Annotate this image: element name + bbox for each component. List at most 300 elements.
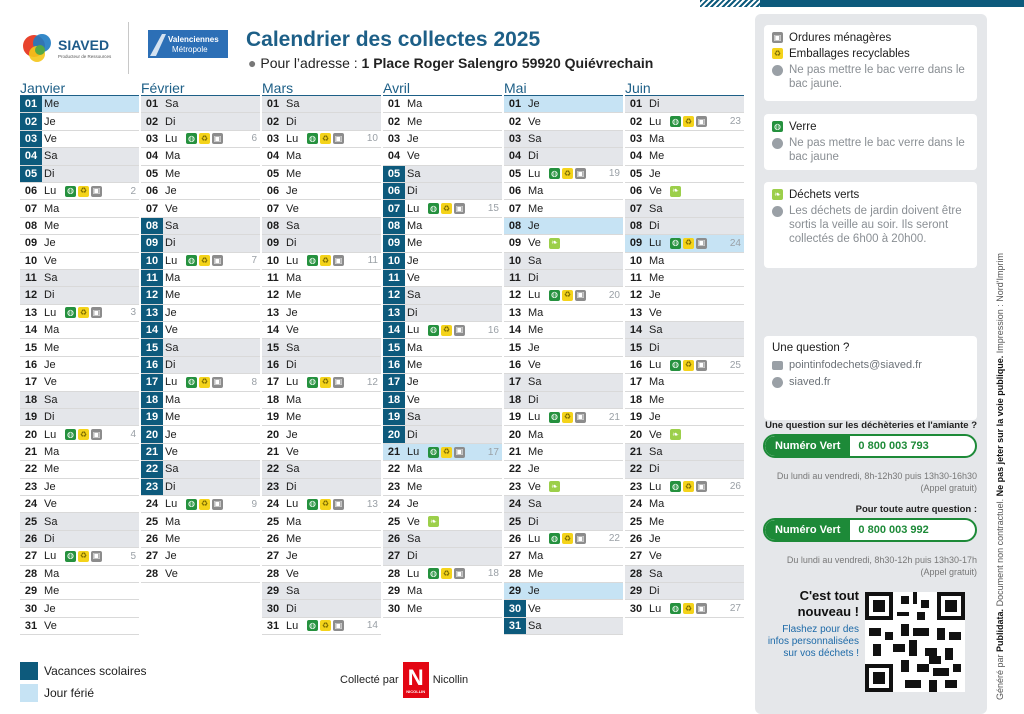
day-name: Ma	[44, 446, 60, 458]
day-number: 19	[508, 411, 522, 424]
doc-note: Document non contractuel.	[995, 498, 1005, 607]
day-row	[262, 548, 381, 565]
day-number: 12	[24, 289, 38, 302]
day-row	[504, 113, 623, 130]
day-number: 09	[24, 237, 38, 250]
day-number: 30	[629, 602, 643, 615]
day-name: Sa	[528, 254, 542, 267]
day-row	[383, 96, 502, 113]
week-number: 21	[608, 411, 620, 423]
day-name: Di	[286, 237, 297, 250]
glass-bottle-icon: ◍	[186, 377, 197, 388]
day-row	[20, 618, 139, 635]
website-link[interactable]: siaved.fr	[789, 376, 831, 388]
day-row	[504, 600, 623, 617]
week-number: 8	[251, 376, 257, 388]
day-number: 28	[629, 567, 643, 580]
day-row	[383, 287, 502, 304]
day-row	[262, 566, 381, 583]
warn-note: Ne pas jeter sur la voie publique.	[995, 355, 1005, 497]
day-name: Di	[649, 585, 660, 598]
day-name: Di	[649, 463, 660, 476]
week-number: 10	[366, 133, 378, 145]
collection-icons	[428, 516, 439, 527]
day-number: 27	[145, 550, 159, 563]
day-number: 15	[266, 341, 280, 354]
leaf-icon: ❧	[549, 481, 560, 492]
glass-bottle-icon: ◍	[65, 307, 76, 318]
day-number: 01	[145, 98, 159, 111]
month-name: Mars	[262, 80, 381, 96]
day-row	[141, 357, 260, 374]
numero-vert-2[interactable]	[763, 518, 977, 542]
trash-bin-icon: ▣	[92, 186, 101, 196]
day-name: Je	[286, 428, 298, 441]
day-row	[262, 113, 381, 130]
day-name: Je	[44, 602, 56, 615]
day-number: 03	[20, 131, 42, 147]
day-number: 30	[504, 600, 526, 616]
day-name: Ve	[165, 202, 178, 215]
glass-bottle-icon: ◍	[549, 533, 560, 544]
day-number: 09	[508, 237, 522, 250]
day-name: Ma	[649, 376, 665, 389]
day-row	[20, 479, 139, 496]
address-line	[248, 55, 653, 71]
trash-bin-icon: ▣	[455, 447, 464, 456]
day-name: Sa	[44, 393, 58, 406]
day-number: 15	[141, 339, 163, 355]
day-number: 12	[383, 287, 405, 303]
day-name: Lu	[649, 602, 662, 615]
day-row	[262, 357, 381, 374]
day-row	[383, 166, 502, 183]
week-number: 4	[130, 429, 136, 441]
day-name: Sa	[286, 98, 300, 111]
leaf-icon: ❧	[670, 429, 681, 440]
day-row	[141, 566, 260, 583]
day-row	[262, 96, 381, 113]
recycle-icon: ♻	[200, 255, 209, 265]
day-name: Ma	[407, 463, 423, 476]
nicollin-logo: N NICOLLIN	[403, 662, 429, 698]
day-number: 20	[24, 428, 38, 441]
day-row	[262, 148, 381, 165]
day-number: 27	[387, 550, 401, 563]
day-row	[141, 148, 260, 165]
day-row	[625, 200, 744, 217]
day-number: 09	[266, 237, 280, 250]
day-number: 02	[20, 113, 42, 129]
address-value: 1 Place Roger Salengro 59920 Quiévrechain	[361, 55, 654, 71]
day-row	[504, 339, 623, 356]
week-number: 14	[366, 620, 378, 632]
day-name: Lu	[165, 376, 178, 389]
day-number: 13	[383, 305, 405, 321]
day-row	[383, 531, 502, 548]
phone-1: 0 800 003 793	[858, 440, 929, 452]
numero-vert-1[interactable]	[763, 434, 977, 458]
day-number: 12	[266, 289, 280, 302]
day-name: Me	[528, 202, 544, 215]
top-bar	[760, 0, 1024, 7]
card-question	[764, 336, 977, 420]
week-number: 17	[487, 446, 499, 458]
week-number: 18	[487, 568, 499, 580]
email-link[interactable]: pointinfodechets@siaved.fr	[789, 359, 922, 371]
glass-bottle-icon: ◍	[186, 255, 197, 266]
collection-icons	[307, 255, 344, 266]
day-name: Ma	[286, 393, 302, 406]
day-row	[383, 426, 502, 443]
day-row	[625, 96, 744, 113]
day-row	[262, 461, 381, 478]
day-name: Me	[649, 515, 665, 528]
day-number: 05	[20, 166, 42, 182]
trash-bin-icon: ▣	[334, 377, 343, 387]
day-number: 19	[383, 409, 405, 425]
day-number: 07	[383, 200, 405, 216]
day-name: Me	[165, 167, 181, 180]
collection-icons	[428, 203, 465, 214]
day-number: 10	[629, 254, 643, 267]
day-number: 16	[508, 359, 522, 372]
day-name: Je	[165, 185, 177, 198]
day-name: Sa	[44, 272, 58, 285]
trash-bin-icon: ▣	[334, 133, 343, 143]
day-name: Lu	[165, 498, 178, 511]
day-name: Me	[649, 272, 665, 285]
day-name: Di	[44, 167, 55, 180]
day-row	[262, 496, 381, 513]
day-number: 26	[145, 532, 159, 545]
day-row	[262, 287, 381, 304]
day-row	[504, 253, 623, 270]
day-row	[141, 374, 260, 391]
month-name: Avril	[383, 80, 502, 96]
day-row	[383, 218, 502, 235]
hours-1-text: Du lundi au vendredi, 8h-12h30 puis 13h30-16h30	[776, 471, 977, 481]
day-name: Ma	[165, 272, 181, 285]
day-name: Ve	[649, 550, 662, 563]
day-number: 26	[629, 532, 643, 545]
recycle-icon: ♻	[684, 603, 693, 613]
day-name: Di	[407, 428, 418, 441]
day-name: Ve	[407, 393, 420, 406]
day-number: 02	[266, 115, 280, 128]
day-name: Je	[649, 167, 661, 180]
glass-bottle-icon: ◍	[549, 412, 560, 423]
day-name: Sa	[407, 532, 421, 545]
recycle-icon: ♻	[200, 377, 209, 387]
day-name: Sa	[407, 289, 421, 302]
glass-bottle-icon: ◍	[670, 116, 681, 127]
day-number: 28	[145, 567, 159, 580]
day-number: 30	[387, 602, 401, 615]
day-row	[504, 513, 623, 530]
day-number: 12	[141, 287, 163, 303]
day-name: Je	[649, 411, 661, 424]
legend	[20, 660, 147, 704]
day-row	[141, 253, 260, 270]
day-row	[262, 131, 381, 148]
day-number: 08	[141, 218, 163, 234]
day-number: 02	[629, 115, 643, 128]
bottle-icon: ◍	[772, 121, 783, 132]
day-row	[383, 322, 502, 339]
month-column	[504, 80, 623, 635]
day-row	[20, 409, 139, 426]
day-name: Ve	[407, 150, 420, 163]
clock-icon	[772, 206, 783, 217]
day-number: 21	[24, 446, 38, 458]
week-number: 11	[367, 255, 378, 267]
day-name: Ma	[165, 515, 181, 528]
day-number: 26	[24, 532, 38, 545]
day-number: 15	[383, 339, 405, 355]
day-name: Me	[44, 341, 60, 354]
day-row	[141, 479, 260, 496]
trash-bin-icon: ▣	[213, 133, 222, 143]
day-name: Ma	[407, 219, 423, 232]
day-name: Sa	[286, 463, 300, 476]
day-row	[504, 96, 623, 113]
week-number: 15	[487, 203, 499, 215]
day-row	[625, 444, 744, 461]
collection-icons	[670, 116, 707, 127]
clock-icon	[772, 138, 783, 149]
page-title: Calendrier des collectes 2025	[246, 28, 541, 51]
trash-bin-icon: ▣	[92, 551, 101, 561]
recycle-icon: ♻	[684, 360, 693, 370]
day-number: 16	[383, 357, 405, 373]
verre-label: Verre	[789, 121, 817, 133]
phone-2: 0 800 003 992	[858, 524, 929, 536]
glass-bottle-icon: ◍	[307, 499, 318, 510]
collection-icons	[307, 620, 344, 631]
day-name: Me	[165, 532, 181, 545]
recycle-icon: ♻	[79, 186, 88, 196]
day-name: Sa	[528, 376, 542, 389]
day-name: Sa	[165, 463, 179, 476]
generated-by: Généré par	[995, 654, 1005, 700]
collection-icons	[65, 307, 102, 318]
day-name: Di	[286, 602, 297, 615]
day-number: 21	[266, 446, 280, 458]
trash-bin-icon: ▣	[455, 325, 464, 335]
day-name: Je	[44, 115, 56, 128]
day-row	[504, 531, 623, 548]
day-number: 21	[629, 446, 643, 458]
glass-bottle-icon: ◍	[307, 377, 318, 388]
day-row	[504, 618, 623, 635]
day-number: 16	[24, 359, 38, 372]
day-name: Me	[286, 411, 302, 424]
day-row	[625, 357, 744, 374]
day-row	[141, 409, 260, 426]
day-number: 13	[141, 305, 163, 321]
day-name: Sa	[165, 341, 179, 354]
glass-bottle-icon: ◍	[549, 290, 560, 301]
day-name: Je	[286, 306, 298, 319]
day-number: 06	[24, 185, 38, 198]
day-row	[504, 461, 623, 478]
day-number: 13	[629, 306, 643, 319]
day-row	[141, 131, 260, 148]
day-name: Ma	[407, 98, 423, 111]
day-number: 01	[508, 98, 522, 111]
day-number: 31	[504, 618, 526, 634]
day-row	[504, 392, 623, 409]
day-name: Di	[407, 550, 418, 563]
week-number: 6	[251, 133, 257, 145]
day-name: Me	[407, 115, 423, 128]
day-name: Di	[649, 341, 660, 354]
month-name: Février	[141, 80, 260, 96]
day-row	[20, 531, 139, 548]
day-number: 14	[141, 322, 163, 338]
print-note: Impression : Nord'Imprim	[995, 253, 1005, 354]
day-name: Me	[528, 324, 544, 337]
day-row	[383, 566, 502, 583]
day-row	[625, 479, 744, 496]
day-row	[141, 392, 260, 409]
week-number: 19	[608, 168, 620, 180]
month-column	[625, 80, 744, 618]
day-row	[504, 235, 623, 252]
day-number: 24	[145, 498, 159, 511]
trash-bin-icon: ▣	[92, 307, 101, 317]
day-number: 28	[387, 567, 401, 580]
day-number: 14	[383, 322, 405, 338]
day-row	[504, 409, 623, 426]
day-row	[504, 583, 623, 600]
collected-by-brand: Nicollin	[432, 674, 469, 686]
svg-text:Métropole: Métropole	[172, 45, 208, 54]
recycle-icon: ♻	[563, 533, 572, 543]
collection-icons	[65, 429, 102, 440]
day-name: Ve	[165, 446, 178, 458]
day-row	[625, 600, 744, 617]
day-number: 04	[629, 150, 643, 163]
day-row	[262, 374, 381, 391]
week-number: 12	[366, 376, 378, 388]
day-row	[625, 513, 744, 530]
day-row	[383, 305, 502, 322]
day-row	[262, 253, 381, 270]
day-number: 17	[508, 376, 522, 389]
day-row	[262, 166, 381, 183]
day-name: Ma	[407, 341, 423, 354]
day-number: 22	[24, 463, 38, 476]
day-name: Ve	[44, 376, 57, 389]
day-name: Lu	[649, 480, 662, 493]
day-row	[383, 183, 502, 200]
day-row	[141, 183, 260, 200]
day-name: Di	[165, 359, 176, 372]
day-name: Lu	[407, 202, 420, 215]
day-number: 19	[24, 411, 38, 424]
day-name: Lu	[286, 376, 299, 389]
day-name: Me	[44, 98, 60, 111]
day-number: 27	[508, 550, 522, 563]
day-row	[141, 513, 260, 530]
collection-icons	[670, 481, 707, 492]
free-1: (Appel gratuit)	[920, 483, 977, 493]
day-name: Sa	[649, 202, 663, 215]
vacances-swatch	[20, 662, 38, 680]
day-name: Sa	[407, 411, 421, 424]
day-number: 26	[387, 532, 401, 545]
day-row	[383, 409, 502, 426]
day-number: 23	[141, 479, 163, 495]
day-number: 05	[508, 167, 522, 180]
recycle-icon: ♻	[321, 499, 330, 509]
day-name: Ve	[286, 446, 299, 458]
day-row	[141, 166, 260, 183]
day-name: Ve	[44, 498, 57, 511]
day-row	[262, 218, 381, 235]
day-row	[141, 96, 260, 113]
day-row	[383, 479, 502, 496]
day-name: Je	[407, 376, 419, 389]
hours-2-text: Du lundi au vendredi, 8h30-12h puis 13h30-17h	[786, 555, 977, 565]
logo-divider	[128, 22, 129, 74]
day-number: 28	[508, 567, 522, 580]
day-number: 09	[629, 237, 643, 250]
month-name: Janvier	[20, 80, 139, 96]
day-number: 04	[508, 150, 522, 163]
glass-bottle-icon: ◍	[186, 133, 197, 144]
svg-text:SIAVED: SIAVED	[58, 37, 110, 53]
recycle-icon: ♻	[684, 238, 693, 248]
day-number: 05	[629, 167, 643, 180]
month-name: Mai	[504, 80, 623, 96]
day-number: 27	[266, 550, 280, 563]
day-number: 03	[387, 132, 401, 145]
day-name: Sa	[649, 446, 663, 458]
qr-code[interactable]	[865, 592, 965, 692]
day-name: Ve	[528, 115, 541, 128]
day-name: Di	[44, 411, 55, 424]
verre-note: Ne pas mettre le bac verre dans le bac jaune	[789, 137, 965, 163]
day-row	[625, 566, 744, 583]
day-number: 29	[508, 585, 522, 598]
recycle-icon: ♻	[773, 48, 782, 58]
day-row	[504, 166, 623, 183]
collection-icons	[186, 499, 223, 510]
day-row	[625, 496, 744, 513]
day-row	[262, 513, 381, 530]
globe-icon	[772, 377, 783, 388]
bin-icon: ▣	[773, 32, 782, 42]
trash-bin-icon: ▣	[334, 255, 343, 265]
recycle-icon: ♻	[563, 290, 572, 300]
day-name: Sa	[528, 498, 542, 511]
day-number: 22	[266, 463, 280, 476]
day-row	[504, 357, 623, 374]
day-name: Lu	[286, 254, 299, 267]
trash-bin-icon: ▣	[213, 255, 222, 265]
day-number: 24	[387, 498, 401, 511]
day-row	[383, 148, 502, 165]
day-name: Je	[407, 498, 419, 511]
recycle-icon: ♻	[563, 412, 572, 422]
day-row	[262, 426, 381, 443]
day-row	[141, 287, 260, 304]
day-number: 22	[629, 463, 643, 476]
day-number: 03	[266, 132, 280, 145]
